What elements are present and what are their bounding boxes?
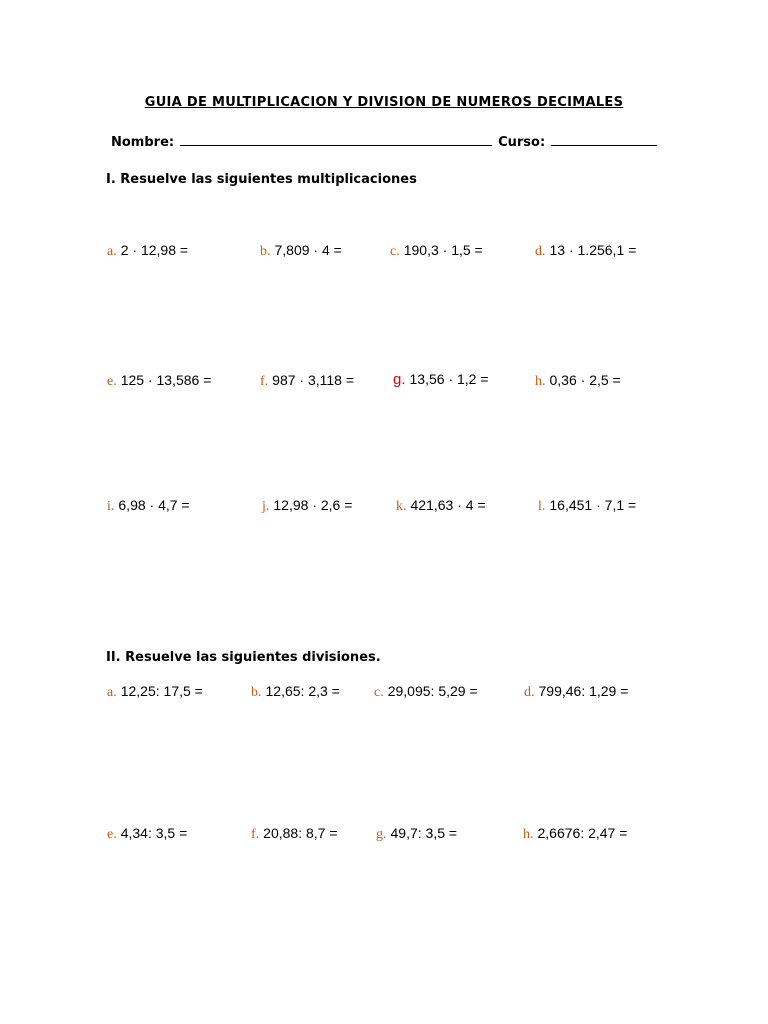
exercise-expression: 2,6676: 2,47 = [537,825,628,841]
page-title: GUIA DE MULTIPLICACION Y DIVISION DE NUMEROS DECIMALES [144,95,624,110]
exercise-letter: j. [262,499,270,514]
div-exercise-f [251,825,338,843]
exercise-letter: k. [396,499,407,514]
exercise-letter: b. [260,244,271,259]
exercise-expression: 16,451 · 7,1 = [549,497,637,513]
exercise-expression: 4,34: 3,5 = [120,825,188,841]
mult-exercise-i [107,497,190,515]
exercise-expression: 987 · 3,118 = [272,372,355,388]
exercise-letter: c. [390,244,400,259]
exercise-expression: 421,63 · 4 = [410,497,486,513]
exercise-expression: 13 · 1.256,1 = [549,242,637,258]
exercise-letter: b. [251,685,262,700]
mult-exercise-k [396,497,486,515]
exercise-letter: a. [107,244,117,259]
exercise-letter: l. [538,499,546,514]
exercise-expression: 6,98 · 4,7 = [118,497,190,513]
div-exercise-e [107,825,187,843]
mult-exercise-a [107,242,188,260]
exercise-expression: 2 · 12,98 = [120,242,189,258]
div-exercise-a [107,683,203,701]
nombre-label: Nombre: [111,135,175,150]
section-2-heading: II. Resuelve las siguientes divisiones. [106,650,381,665]
mult-exercise-b [260,242,342,260]
exercise-expression: 49,7: 3,5 = [390,825,458,841]
exercise-letter: f. [251,827,260,842]
div-exercise-b [251,683,340,701]
exercise-letter: g. [393,371,406,388]
exercise-expression: 799,46: 1,29 = [538,683,629,699]
curso-label: Curso: [498,135,546,150]
div-exercise-c [374,683,478,701]
exercise-letter: i. [107,499,115,514]
mult-exercise-d [535,242,636,260]
exercise-expression: 13,56 · 1,2 = [409,371,489,387]
mult-exercise-l [538,497,636,515]
div-exercise-d [524,683,628,701]
exercise-letter: c. [374,685,384,700]
exercise-expression: 125 · 13,586 = [120,372,212,388]
div-exercise-h [523,825,627,843]
div-exercise-g [376,825,457,843]
exercise-letter: d. [524,685,535,700]
exercise-letter: d. [535,244,546,259]
mult-exercise-c [390,242,483,260]
exercise-expression: 7,809 · 4 = [274,242,342,258]
exercise-letter: h. [535,374,546,389]
mult-exercise-g [393,371,489,388]
mult-exercise-h [535,372,621,390]
mult-exercise-j [262,497,352,515]
exercise-expression: 12,25: 17,5 = [120,683,203,699]
curso-blank [551,133,657,146]
exercise-letter: e. [107,374,117,389]
exercise-expression: 0,36 · 2,5 = [549,372,621,388]
exercise-expression: 20,88: 8,7 = [263,825,338,841]
exercise-expression: 12,98 · 2,6 = [273,497,353,513]
exercise-letter: e. [107,827,117,842]
section-1-heading: I. Resuelve las siguientes multiplicaciones [106,172,417,187]
student-fields [111,133,657,150]
mult-exercise-f [260,372,354,390]
exercise-expression: 12,65: 2,3 = [265,683,340,699]
exercise-letter: a. [107,685,117,700]
nombre-blank [180,133,492,146]
exercise-letter: g. [376,827,387,842]
mult-exercise-e [107,372,211,390]
exercise-letter: h. [523,827,534,842]
exercise-letter: f. [260,374,269,389]
exercise-expression: 29,095: 5,29 = [387,683,478,699]
exercise-expression: 190,3 · 1,5 = [403,242,483,258]
